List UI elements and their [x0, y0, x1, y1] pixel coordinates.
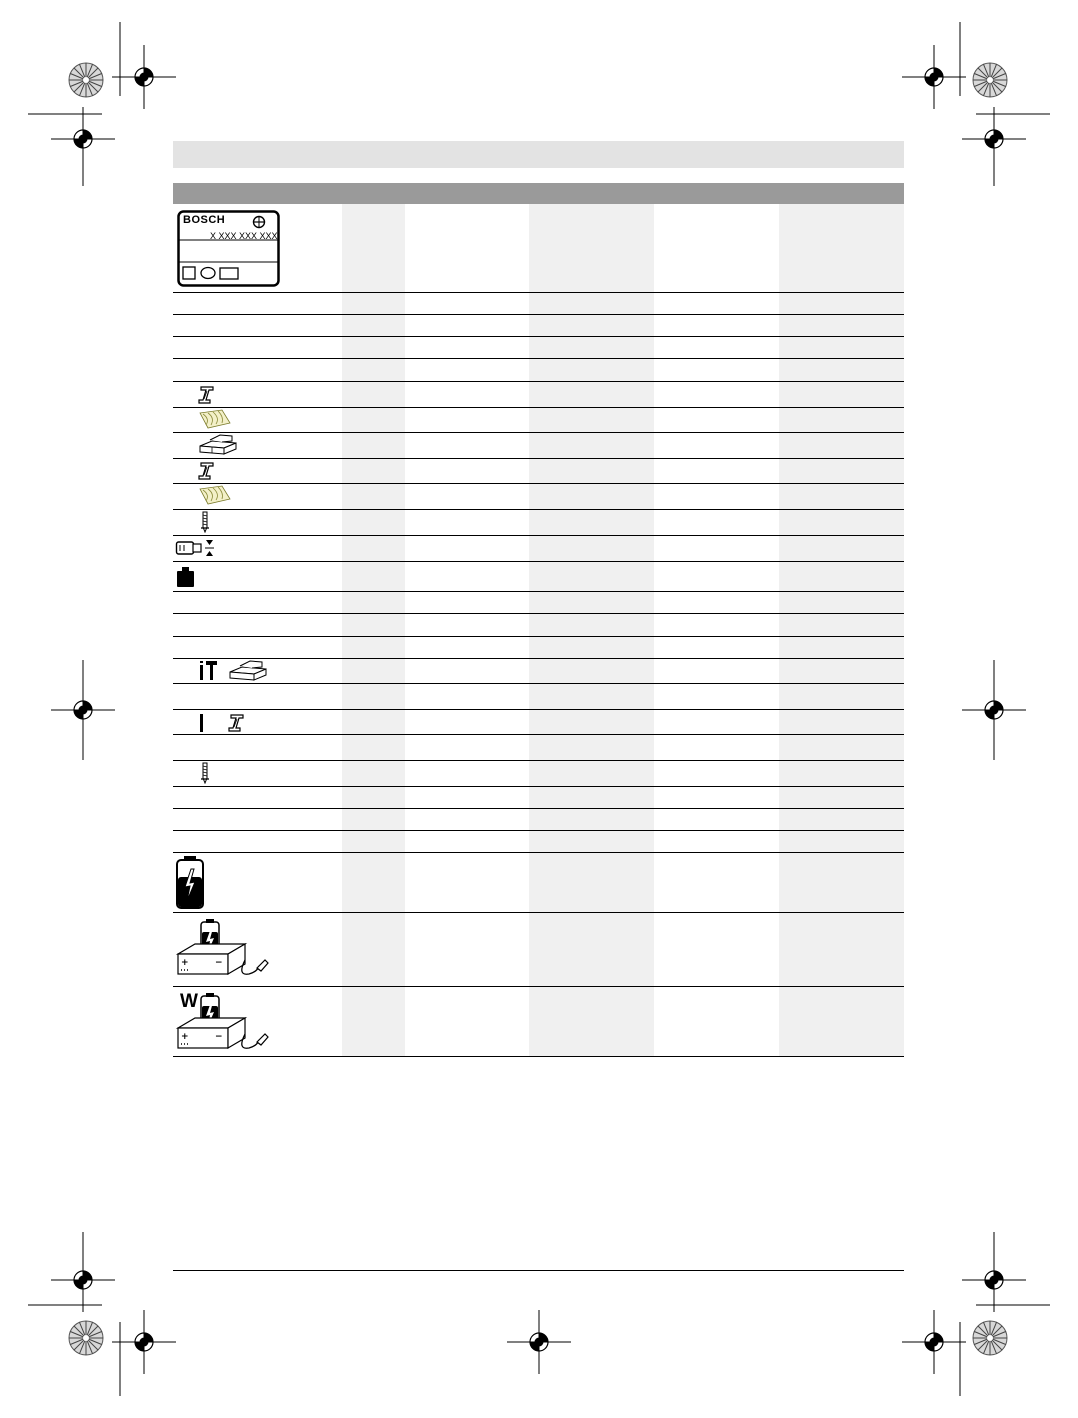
- registration-mark-icon: [507, 1310, 571, 1374]
- color-wheel-icon: [973, 1321, 1007, 1355]
- color-wheel-icon: [973, 63, 1007, 97]
- registration-mark-icon: [51, 678, 115, 742]
- registration-mark-icon: [112, 45, 176, 109]
- registration-mark-icon: [51, 1248, 115, 1312]
- nameplate-article-number: X XXX XXX XXX: [210, 231, 278, 241]
- svg-text:+: +: [181, 958, 189, 968]
- registration-mark-icon: [902, 1310, 966, 1374]
- registration-mark-icon: [112, 1310, 176, 1374]
- registration-mark-icon: [962, 1248, 1026, 1312]
- svg-text:−: −: [215, 1032, 223, 1042]
- registration-mark-icon: [902, 45, 966, 109]
- color-wheel-icon: [69, 1321, 103, 1355]
- svg-text:+: +: [181, 1032, 189, 1042]
- color-wheel-icon: [69, 63, 103, 97]
- registration-mark-icon: [962, 678, 1026, 742]
- nameplate-brand: BOSCH: [183, 214, 226, 226]
- svg-text:−: −: [215, 958, 223, 968]
- wireless-prefix: W: [180, 991, 198, 1012]
